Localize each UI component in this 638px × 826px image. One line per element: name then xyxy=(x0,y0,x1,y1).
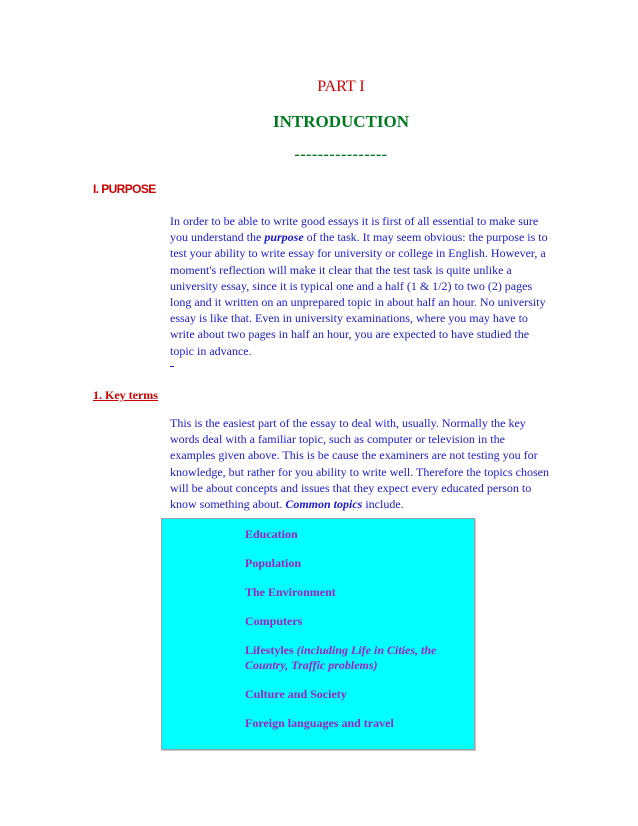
topic-computers: Computers xyxy=(245,614,303,628)
topic-education: Education xyxy=(245,527,298,541)
topic-environment: The Environment xyxy=(245,585,336,599)
purpose-paragraph xyxy=(170,213,550,359)
common-topics-box xyxy=(161,518,475,750)
purpose-text-start: In order to be able to write good essays it is first of all essential to make sure you understand the xyxy=(170,214,539,245)
topic-population: Population xyxy=(245,556,302,570)
topic-lifestyles-label: Lifestyles xyxy=(245,643,297,657)
title-divider: ---------------- xyxy=(294,146,388,163)
underline-mark xyxy=(170,365,174,367)
key-terms-paragraph xyxy=(170,415,550,512)
part-label: PART I xyxy=(317,78,365,95)
chapter-title: INTRODUCTION xyxy=(272,112,410,131)
purpose-heading: I. PURPOSE xyxy=(93,182,156,196)
key-terms-text-end: include. xyxy=(362,497,404,512)
topic-lifestyles xyxy=(245,643,460,673)
topic-culture: Culture and Society xyxy=(245,687,347,701)
topic-languages-travel: Foreign languages and travel xyxy=(245,716,394,730)
purpose-emphasis: purpose xyxy=(264,230,304,245)
topic-list xyxy=(245,527,460,745)
topic-lifestyles-note: (including Life in Cities, the Country, Traffic problems) xyxy=(245,643,437,672)
purpose-text-end: of the task. It may seem obvious: the purpose is to test your ability to write essay for university or college in English. However, a moment's reflection will make it clear that the test task is quite unlike a university essay, since it is typical one and a half (1 & 1/2) to two (2) pages long and it written on an unprepared topic in about half an hour. No university essay is like that. Even in university examinations, where you may have to write about two pages in half an hour, you are expected to have studied the topic in advance. xyxy=(170,230,548,358)
key-terms-text-start: This is the easiest part of the essay to deal with, usually. Normally the key words deal with a familiar topic, such as computer or television in the examples given above. This is be cause the examiners are not testing you for knowledge, but rather for you ability to write well. Therefore the topics chosen will be about concepts and issues that they expect every educated person to know something about. xyxy=(170,416,549,512)
key-terms-heading: 1. Key terms xyxy=(93,388,158,402)
common-topics-emphasis: Common topics xyxy=(285,497,363,512)
